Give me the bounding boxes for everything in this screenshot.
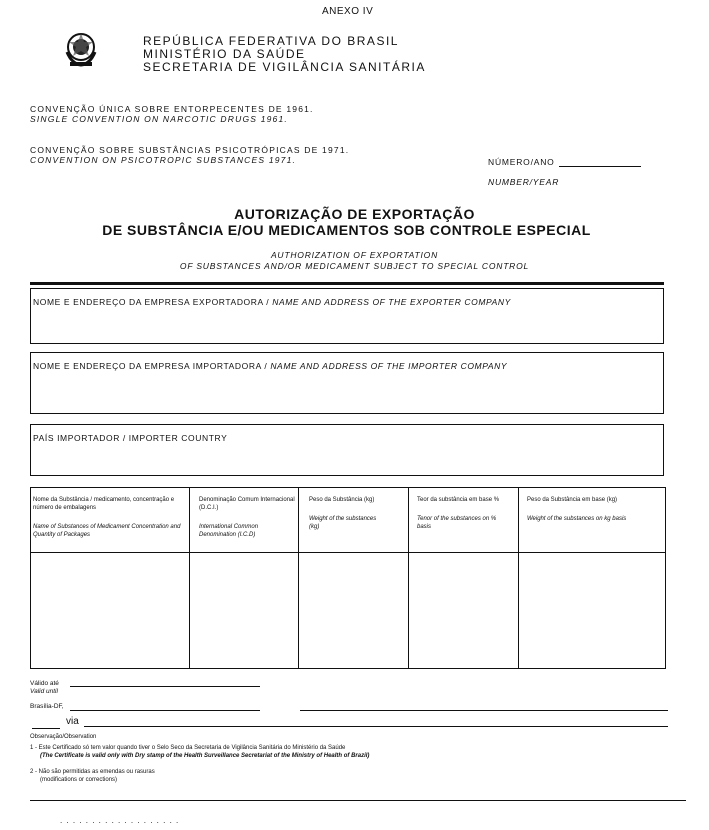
column-header-substance-pt: Nome da Substância / medicamento, concentração e número de embalagens <box>33 497 175 511</box>
importer-country-field[interactable] <box>30 424 664 476</box>
column-header-substance-en: Name of Substances of Medicament Concentration and Quantity of Packages <box>33 524 181 538</box>
gov-line-ministry: MINISTÉRIO DA SAÚDE <box>143 47 306 61</box>
valid-until-label <box>30 680 59 696</box>
column-header-weight-pt: Peso da Substância (kg) <box>309 497 375 503</box>
exporter-label <box>33 297 511 307</box>
annex-label: ANEXO IV <box>322 6 374 17</box>
table-cell-weight[interactable] <box>300 554 407 666</box>
convention-1971-pt: CONVENÇÃO SOBRE SUBSTÂNCIAS PSICOTRÓPICAS DE 1971. <box>30 145 350 155</box>
importer-country-label: PAÍS IMPORTADOR / IMPORTER COUNTRY <box>33 433 228 443</box>
signature-line[interactable] <box>300 710 668 711</box>
gov-line-republic: REPÚBLICA FEDERATIVA DO BRASIL <box>143 34 399 48</box>
column-header-tenor <box>417 496 507 531</box>
valid-until-line[interactable] <box>70 686 260 687</box>
via-line[interactable] <box>84 726 668 727</box>
table-header-divider <box>31 552 665 553</box>
government-header <box>143 35 426 74</box>
via-number-line[interactable] <box>32 728 60 729</box>
note-2-en: (modifications or corrections) <box>40 777 118 783</box>
exporter-label-en: NAME AND ADDRESS OF THE EXPORTER COMPANY <box>272 297 511 307</box>
number-year-label-en: NUMBER/YEAR <box>488 177 560 187</box>
column-header-weight <box>309 496 387 531</box>
importer-label-pt: NOME E ENDEREÇO DA EMPRESA IMPORTADORA / <box>33 361 271 371</box>
number-year-label: NÚMERO/ANO <box>488 157 555 167</box>
note-1-en: (The Certificate is valid only with Dry stamp of the Health Surveillance Secretariat of the Ministry of Health of Brazil) <box>40 753 370 759</box>
exporter-label-pt: NOME E ENDEREÇO DA EMPRESA EXPORTADORA / <box>33 297 273 307</box>
note-1-pt: 1 - Este Certificado só tem valor quando tiver o Selo Seco da Secretaria de Vigilância Sanitária do Ministério da Saúde <box>30 745 346 751</box>
column-divider <box>518 488 519 668</box>
table-cell-weight-basis[interactable] <box>520 554 664 666</box>
valid-until-label-pt: Válido até <box>30 680 59 687</box>
table-cell-tenor[interactable] <box>410 554 517 666</box>
substances-table <box>30 487 666 669</box>
exporter-field[interactable] <box>30 288 664 344</box>
convention-1971-en: CONVENTION ON PSICOTROPIC SUBSTANCES 1971. <box>30 155 297 165</box>
column-divider <box>189 488 190 668</box>
convention-1961-pt: CONVENÇÃO ÚNICA SOBRE ENTORPECENTES DE 1961. <box>30 104 314 114</box>
column-header-weight-basis-en: Weight of the substances on kg basis <box>527 516 627 522</box>
number-year-field[interactable] <box>488 157 641 167</box>
gov-line-secretariat: SECRETARIA DE VIGILÂNCIA SANITÁRIA <box>143 60 426 74</box>
convention-1971 <box>30 145 349 165</box>
column-header-substance <box>33 496 185 539</box>
form-title-line1: AUTORIZAÇÃO DE EXPORTAÇÃO <box>234 206 475 222</box>
bottom-dots: . . . . . . . . . . . . . . . . . . . <box>60 816 180 825</box>
title-divider <box>30 282 664 285</box>
number-year-line[interactable] <box>559 166 641 167</box>
via-label: via <box>66 716 79 727</box>
form-title-en-line1: AUTHORIZATION OF EXPORTATION <box>270 250 439 260</box>
importer-label-en: NAME AND ADDRESS OF THE IMPORTER COMPANY <box>270 361 508 371</box>
place-date-label: Brasília-DF, <box>30 703 64 710</box>
table-cell-substance[interactable] <box>32 554 188 666</box>
column-header-dci <box>199 496 295 539</box>
place-date-line[interactable] <box>70 710 260 711</box>
form-title <box>0 206 709 238</box>
convention-1961 <box>30 104 314 124</box>
brazil-coat-of-arms-icon <box>62 30 100 68</box>
column-header-weight-en: Weight of the substances (kg) <box>309 516 377 530</box>
observation-label: Observação/Observation <box>30 734 97 740</box>
column-header-weight-basis <box>527 496 655 523</box>
note-2-pt: 2 - Não são permitidas as emendas ou rasuras <box>30 769 155 775</box>
column-divider <box>298 488 299 668</box>
note-1 <box>30 744 369 760</box>
column-header-tenor-en: Tenor of the substances on % basis <box>417 516 497 530</box>
importer-field[interactable] <box>30 352 664 414</box>
note-2 <box>30 768 155 784</box>
importer-label <box>33 361 507 371</box>
column-header-tenor-pt: Teor da substância em base % <box>417 497 500 503</box>
convention-1961-en: SINGLE CONVENTION ON NARCOTIC DRUGS 1961. <box>30 114 288 124</box>
column-header-dci-en: International Common Denomination (I.C.D) <box>199 524 259 538</box>
column-divider <box>408 488 409 668</box>
column-header-dci-pt: Denominação Comum Internacional (D.C.I.) <box>199 497 295 511</box>
form-title-line2: DE SUBSTÂNCIA E/OU MEDICAMENTOS SOB CONTROLE ESPECIAL <box>102 222 591 238</box>
form-title-en <box>0 250 709 272</box>
column-header-weight-basis-pt: Peso da Substância em base (kg) <box>527 497 618 503</box>
valid-until-label-en: Valid until <box>30 688 58 695</box>
form-title-en-line2: OF SUBSTANCES AND/OR MEDICAMENT SUBJECT TO SPECIAL CONTROL <box>179 261 530 271</box>
table-cell-dci[interactable] <box>191 554 297 666</box>
bottom-rule <box>30 800 686 801</box>
